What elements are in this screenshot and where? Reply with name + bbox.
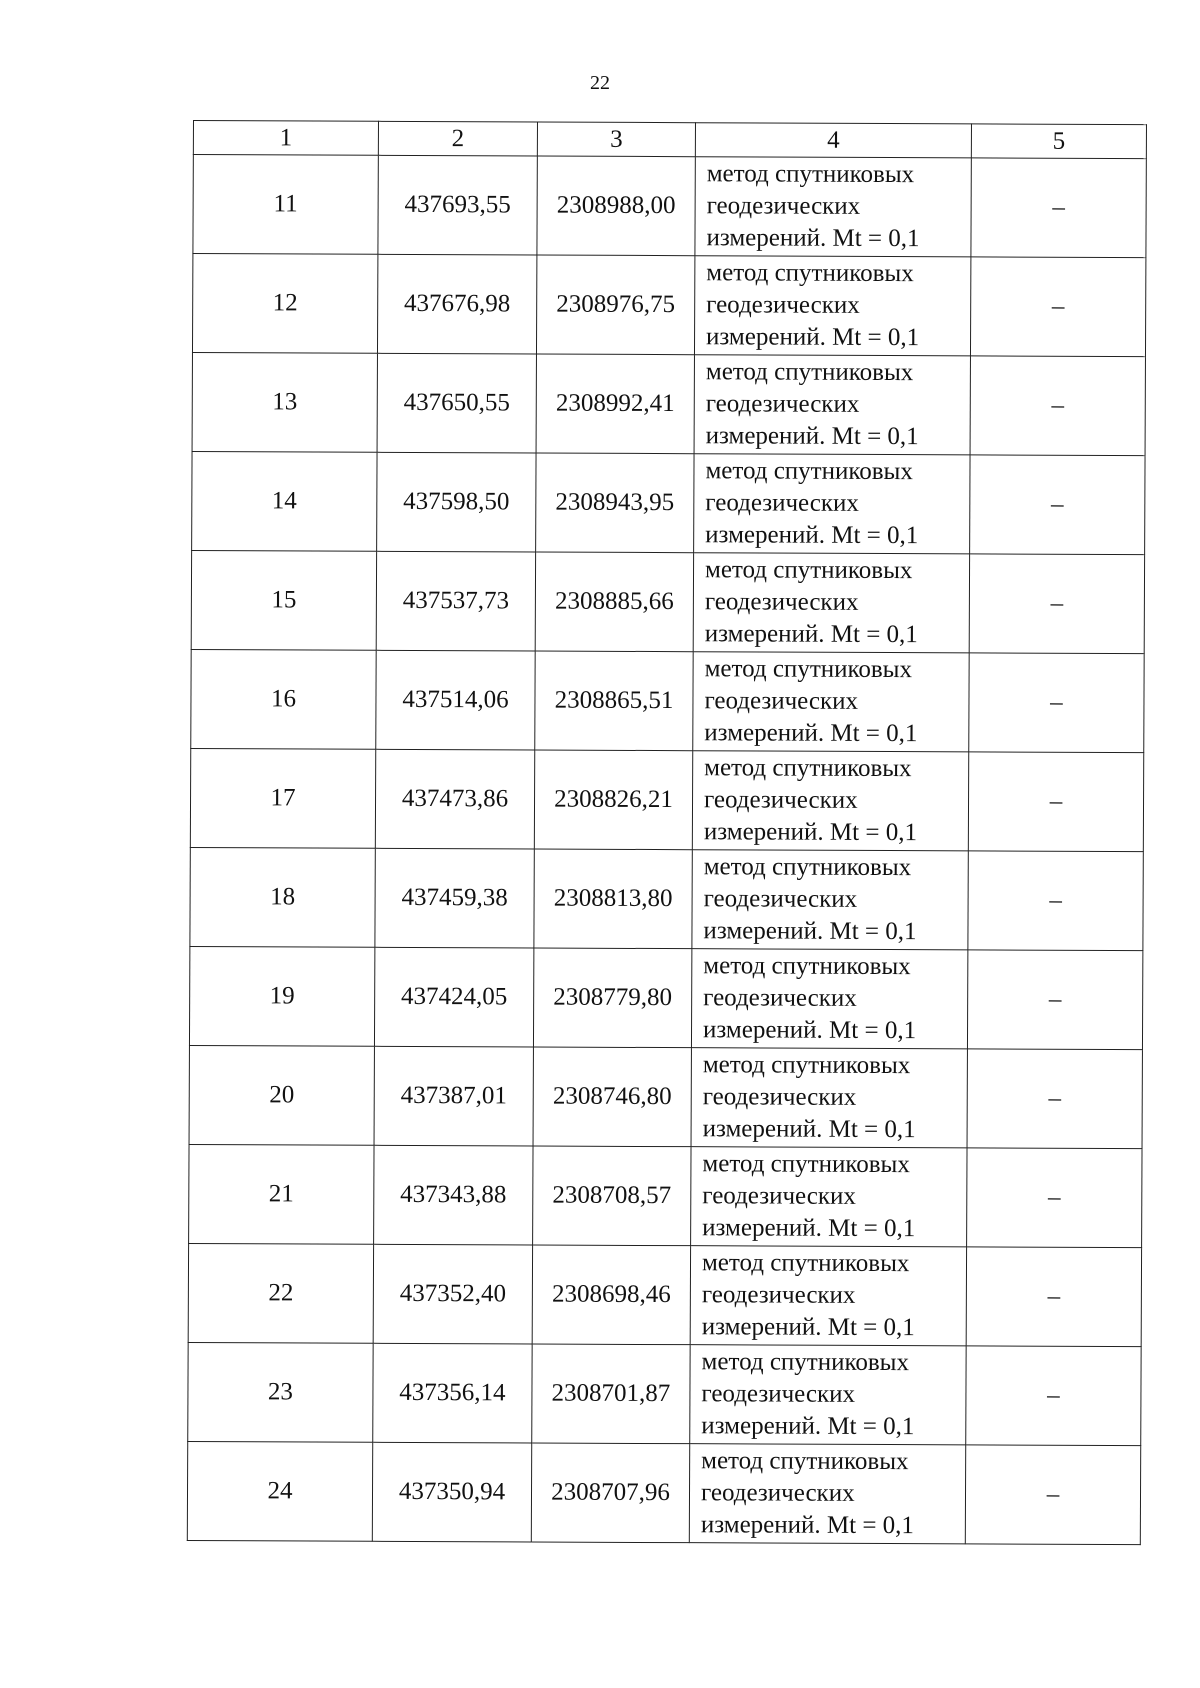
point-number-cell: 23	[188, 1342, 373, 1442]
method-line: измерений. Mt = 0,1	[702, 1115, 916, 1144]
method-cell	[691, 1048, 967, 1148]
x-coordinate-cell: 437537,73	[376, 551, 535, 651]
note-cell: –	[970, 257, 1145, 357]
method-line: измерений. Mt = 0,1	[704, 620, 918, 649]
y-coordinate-cell: 2308708,57	[533, 1146, 691, 1246]
method-line: геодезических	[706, 192, 861, 220]
table-row	[188, 1243, 1141, 1346]
table-row	[189, 946, 1142, 1049]
table-row	[192, 254, 1145, 357]
method-line: метод спутниковых	[704, 556, 913, 585]
method-cell	[692, 751, 968, 851]
point-number-cell: 19	[189, 946, 374, 1046]
table-row	[189, 1045, 1142, 1148]
x-coordinate-cell: 437693,55	[378, 155, 537, 255]
method-cell	[690, 1345, 966, 1445]
x-coordinate-cell: 437676,98	[377, 254, 536, 354]
method-line: измерений. Mt = 0,1	[702, 1214, 916, 1243]
y-coordinate-cell: 2308826,21	[534, 750, 692, 850]
method-line: метод спутниковых	[705, 457, 913, 486]
column-header: 5	[971, 124, 1146, 159]
y-coordinate-cell: 2308746,80	[533, 1047, 691, 1147]
method-line: измерений. Mt = 0,1	[701, 1313, 915, 1342]
point-number-cell: 16	[191, 649, 376, 749]
table-row	[191, 649, 1144, 752]
method-line: геодезических	[700, 1479, 855, 1507]
point-number-cell: 11	[193, 155, 378, 255]
method-line: метод спутниковых	[703, 952, 911, 981]
note-cell: –	[969, 554, 1144, 654]
method-line: метод спутниковых	[706, 259, 914, 288]
table-body	[187, 155, 1146, 1545]
note-cell: –	[970, 356, 1145, 456]
method-cell	[689, 1444, 965, 1544]
table-row	[189, 1144, 1142, 1247]
y-coordinate-cell: 2308943,95	[536, 453, 694, 553]
method-line: геодезических	[701, 1281, 856, 1309]
y-coordinate-cell: 2308701,87	[532, 1344, 690, 1444]
note-cell: –	[968, 752, 1143, 852]
column-header: 4	[695, 123, 971, 158]
point-number-cell: 14	[192, 451, 377, 551]
x-coordinate-cell: 437650,55	[377, 353, 536, 453]
page-number: 22	[590, 72, 610, 94]
method-cell	[693, 652, 969, 752]
table-row	[190, 847, 1143, 950]
column-header: 3	[537, 122, 695, 157]
coordinates-table	[187, 120, 1147, 1545]
method-line: геодезических	[703, 885, 858, 913]
column-header: 1	[193, 121, 378, 156]
point-number-cell: 20	[189, 1045, 374, 1145]
note-cell: –	[971, 158, 1146, 258]
x-coordinate-cell: 437459,38	[375, 848, 534, 948]
note-cell: –	[969, 653, 1144, 753]
method-line: метод спутниковых	[706, 160, 915, 189]
note-cell: –	[966, 1346, 1141, 1446]
y-coordinate-cell: 2308707,96	[531, 1443, 689, 1543]
method-line: метод спутниковых	[701, 1348, 910, 1377]
y-coordinate-cell: 2308992,41	[536, 354, 694, 454]
point-number-cell: 12	[192, 254, 377, 354]
point-number-cell: 15	[191, 550, 376, 650]
method-cell	[694, 355, 970, 455]
note-cell: –	[965, 1445, 1140, 1545]
method-line: геодезических	[706, 291, 860, 319]
method-cell	[691, 949, 967, 1049]
method-line: измерений. Mt = 0,1	[706, 224, 920, 253]
y-coordinate-cell: 2308698,46	[532, 1245, 690, 1345]
method-line: метод спутниковых	[701, 1249, 910, 1278]
x-coordinate-cell: 437352,40	[373, 1244, 532, 1344]
method-line: метод спутниковых	[704, 754, 912, 783]
method-line: метод спутниковых	[703, 853, 912, 882]
point-number-cell: 17	[190, 748, 375, 848]
method-line: измерений. Mt = 0,1	[706, 323, 920, 352]
x-coordinate-cell: 437356,14	[373, 1343, 532, 1443]
x-coordinate-cell: 437473,86	[375, 749, 534, 849]
method-line: геодезических	[705, 390, 860, 418]
method-line: метод спутниковых	[702, 1150, 910, 1179]
y-coordinate-cell: 2308976,75	[536, 255, 694, 355]
method-cell	[692, 850, 968, 950]
method-line: измерений. Mt = 0,1	[705, 521, 919, 550]
table-row	[190, 748, 1143, 851]
method-line: измерений. Mt = 0,1	[703, 917, 917, 946]
method-line: измерений. Mt = 0,1	[705, 422, 919, 451]
method-line: геодезических	[703, 984, 857, 1012]
method-line: измерений. Mt = 0,1	[701, 1412, 915, 1441]
y-coordinate-cell: 2308779,80	[533, 948, 691, 1048]
table-header-row	[193, 121, 1146, 159]
note-cell: –	[967, 950, 1142, 1050]
method-line: измерений. Mt = 0,1	[700, 1511, 915, 1540]
table-row	[192, 451, 1145, 554]
method-line: геодезических	[704, 588, 859, 616]
y-coordinate-cell: 2308988,00	[537, 156, 695, 256]
point-number-cell: 24	[187, 1441, 372, 1541]
note-cell: –	[968, 851, 1143, 951]
method-cell	[694, 256, 970, 356]
note-cell: –	[967, 1148, 1142, 1248]
method-line: геодезических	[703, 786, 858, 814]
method-cell	[695, 157, 971, 257]
x-coordinate-cell: 437514,06	[376, 650, 535, 750]
y-coordinate-cell: 2308885,66	[535, 552, 693, 652]
table-row	[193, 155, 1146, 258]
column-header: 2	[378, 121, 537, 156]
x-coordinate-cell: 437424,05	[374, 947, 533, 1047]
method-line: геодезических	[705, 489, 859, 517]
table-row	[191, 550, 1144, 653]
table-row	[187, 1441, 1140, 1544]
note-cell: –	[970, 455, 1145, 555]
note-cell: –	[966, 1247, 1141, 1347]
x-coordinate-cell: 437343,88	[374, 1145, 533, 1245]
method-line: геодезических	[702, 1182, 856, 1210]
method-line: измерений. Mt = 0,1	[703, 818, 918, 847]
method-line: метод спутниковых	[701, 1447, 909, 1476]
y-coordinate-cell: 2308813,80	[534, 849, 692, 949]
point-number-cell: 21	[189, 1144, 374, 1244]
method-cell	[693, 553, 969, 653]
note-cell: –	[967, 1049, 1142, 1149]
method-cell	[691, 1147, 967, 1247]
point-number-cell: 22	[188, 1243, 373, 1343]
method-line: метод спутниковых	[705, 358, 914, 387]
method-cell	[694, 454, 970, 554]
table-row	[188, 1342, 1141, 1445]
method-cell	[690, 1246, 966, 1346]
method-line: геодезических	[702, 1083, 857, 1111]
y-coordinate-cell: 2308865,51	[535, 651, 693, 751]
x-coordinate-cell: 437350,94	[372, 1442, 531, 1542]
point-number-cell: 13	[192, 352, 377, 452]
table-row	[192, 352, 1145, 455]
x-coordinate-cell: 437598,50	[377, 452, 536, 552]
point-number-cell: 18	[190, 847, 375, 947]
method-line: геодезических	[701, 1380, 856, 1408]
method-line: измерений. Mt = 0,1	[702, 1016, 917, 1045]
method-line: метод спутниковых	[702, 1051, 911, 1080]
method-line: метод спутниковых	[704, 655, 913, 684]
method-line: измерений. Mt = 0,1	[704, 719, 918, 748]
x-coordinate-cell: 437387,01	[374, 1046, 533, 1146]
method-line: геодезических	[704, 687, 859, 715]
